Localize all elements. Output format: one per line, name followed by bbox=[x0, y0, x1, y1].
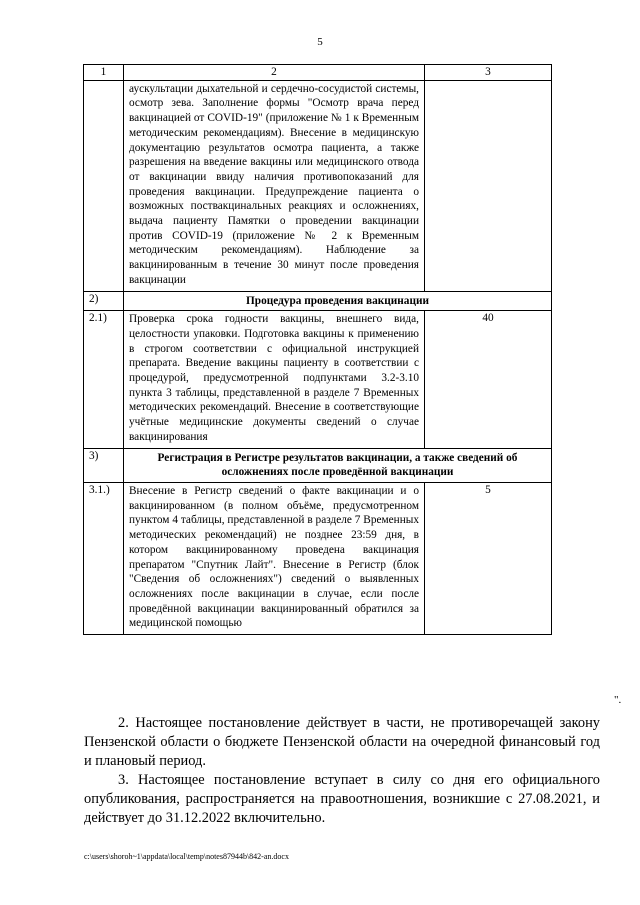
row-3-1-value: 5 bbox=[425, 482, 552, 634]
document-table bbox=[83, 64, 552, 635]
section-3-number: 3) bbox=[84, 448, 124, 482]
section-2-title: Процедура проведения вакцинации bbox=[124, 291, 552, 311]
table-header-row bbox=[84, 65, 552, 81]
row-number-cell bbox=[84, 80, 124, 291]
table-row-2-1 bbox=[84, 311, 552, 448]
paragraph-3-text: 3. Настоящее постановление вступает в силу со дня его официального опубликования, распространяется на правоотношения, возникшие с 27.08.2021, и действует до 31.12.2022 включительно. bbox=[84, 772, 600, 826]
table-row-3-1 bbox=[84, 482, 552, 634]
table-row-section-2 bbox=[84, 291, 552, 311]
row-2-1-number: 2.1) bbox=[84, 311, 124, 448]
paragraph-3 bbox=[84, 771, 600, 828]
header-col-1: 1 bbox=[84, 65, 124, 81]
paragraph-2 bbox=[84, 714, 600, 771]
paragraph-2-text: 2. Настоящее постановление действует в части, не противоречащей закону Пензенской области о бюджете Пензенской области на очередной финансовый год и плановый период. bbox=[84, 715, 600, 769]
table-row-section-3 bbox=[84, 448, 552, 482]
row-2-1-text: Проверка срока годности вакцины, внешнего вида, целостности упаковки. Подготовка вакцины к применению в строгом соответствии с официальной инструкцией препарата. Введение вакцины пациенту в соответствии с процедурой, предусмотренной подпунктами 3.2-3.10 пункта 3 таблицы, представленной в разделе 7 Временных методических рекомендаций. Внесение в соответствующие учётные медицинские документы сведений о случае вакцинирования bbox=[124, 311, 425, 448]
value-cell bbox=[425, 80, 552, 291]
row-2-1-value: 40 bbox=[425, 311, 552, 448]
section-2-number: 2) bbox=[84, 291, 124, 311]
row-3-1-number: 3.1.) bbox=[84, 482, 124, 634]
row-3-1-text: Внесение в Регистр сведений о факте вакцинации и о вакцинированном (в полном объёме, предусмотренном пунктом 4 таблицы, представленной в разделе 7 Временных методических рекомендаций) не позднее 23:59 дня, в котором вакцинированному проведена вакцинация препаратом "Спутник Лайт". Внесение в Регистр (блок "Сведения об осложнениях") сведений о выявленных осложнениях после вакцинации в случае, если после проведённой вакцинации вакцинированный обратился за медицинской помощью bbox=[124, 482, 425, 634]
header-col-3: 3 bbox=[425, 65, 552, 81]
table-row-continuation bbox=[84, 80, 552, 291]
header-col-2: 2 bbox=[124, 65, 425, 81]
closing-quote: ". bbox=[614, 694, 622, 706]
page-number: 5 bbox=[317, 36, 323, 48]
section-3-title: Регистрация в Регистре результатов вакцинации, а также сведений об осложнениях после проведённой вакцинации bbox=[124, 448, 552, 482]
continuation-text: аускультации дыхательной и сердечно-сосудистой системы, осмотр зева. Заполнение формы "Осмотр врача перед вакцинацией от COVID-19" (приложение № 1 к Временным методическим рекомендациям). Внесение в медицинскую документацию результатов осмотра пациента, а также разрешения на введение вакцины или медицинского отвода от вакцинации ввиду наличия противопоказаний для проведения вакцинации. Предупреждение пациента о возможных поствакцинальных реакциях и осложнениях, выдача пациенту Памятки о проведении вакцинации против COVID-19 (приложение № 2 к Временным методическим рекомендациям). Наблюдение за вакцинированным в течение 30 минут после проведения вакцинации bbox=[124, 80, 425, 291]
footer-file-path: c:\users\shoroh~1\appdata\local\temp\notes87944b\842-an.docx bbox=[84, 852, 289, 861]
